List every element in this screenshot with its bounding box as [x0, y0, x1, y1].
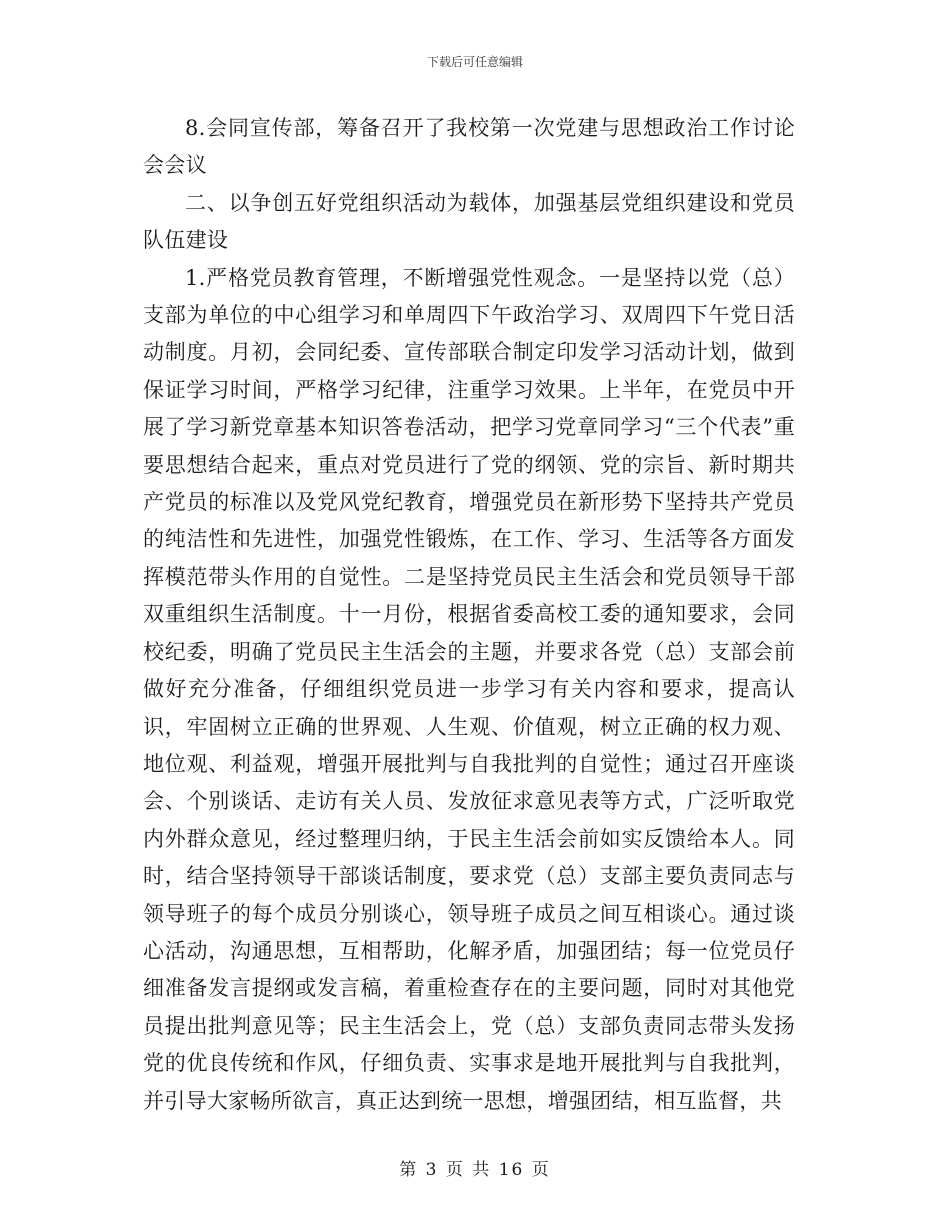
section-heading-2: 二、以争创五好党组织活动为载体，加强基层党组织建设和党员队伍建设 — [143, 190, 795, 253]
document-body — [143, 110, 795, 1120]
paragraph-party-education: 1.严格党员教育管理，不断增强党性观念。一是坚持以党（总）支部为单位的中心组学习和单周四下午政治学习、双周四下午党日活动制度。月初，会同纪委、宣传部联合制定印发学习活动计划，做到保证学习时间，严格学习纪律，注重学习效果。上半年，在党员中开展了学习新党章基本知识答卷活动，把学习党章同学习“三个代表”重要思想结合起来，重点对党员进行了党的纲领、党的宗旨、新时期共产党员的标准以及党风党纪教育，增强党员在新形势下坚持共产党员的纯洁性和先进性，加强党性锻炼，在工作、学习、生活等各方面发挥模范带头作用的自觉性。二是坚持党员民主生活会和党员领导干部双重组织生活制度。十一月份，根据省委高校工委的通知要求，会同校纪委，明确了党员民主生活会的主题，并要求各党（总）支部会前做好充分准备，仔细组织党员进一步学习有关内容和要求，提高认识，牢固树立正确的世界观、人生观、价值观，树立正确的权力观、地位观、利益观，增强开展批判与自我批判的自觉性；通过召开座谈会、个别谈话、走访有关人员、发放征求意见表等方式，广泛听取党内外群众意见，经过整理归纳，于民主生活会前如实反馈给本人。同时，结合坚持领导干部谈话制度，要求党（总）支部主要负责同志与领导班子的每个成员分别谈心，领导班子成员之间互相谈心。通过谈心活动，沟通思想，互相帮助，化解矛盾，加强团结；每一位党员仔细准备发言提纲或发言稿，着重检查存在的主要问题，同时对其他党员提出批判意见等；民主生活会上，党（总）支部负责同志带头发扬党的优良传统和作风，仔细负责、实事求是地开展批判与自我批判，并引导大家畅所欲言，真正达到统一思想，增强团结，相互监督，共 — [143, 265, 795, 1113]
page-number: 第 3 页 共 16 页 — [399, 1160, 551, 1180]
page-header-note: 下载后可任意编辑 — [426, 55, 523, 69]
paragraph-item-8: 8.会同宣传部，筹备召开了我校第一次党建与思想政治工作讨论会会议 — [143, 116, 795, 178]
